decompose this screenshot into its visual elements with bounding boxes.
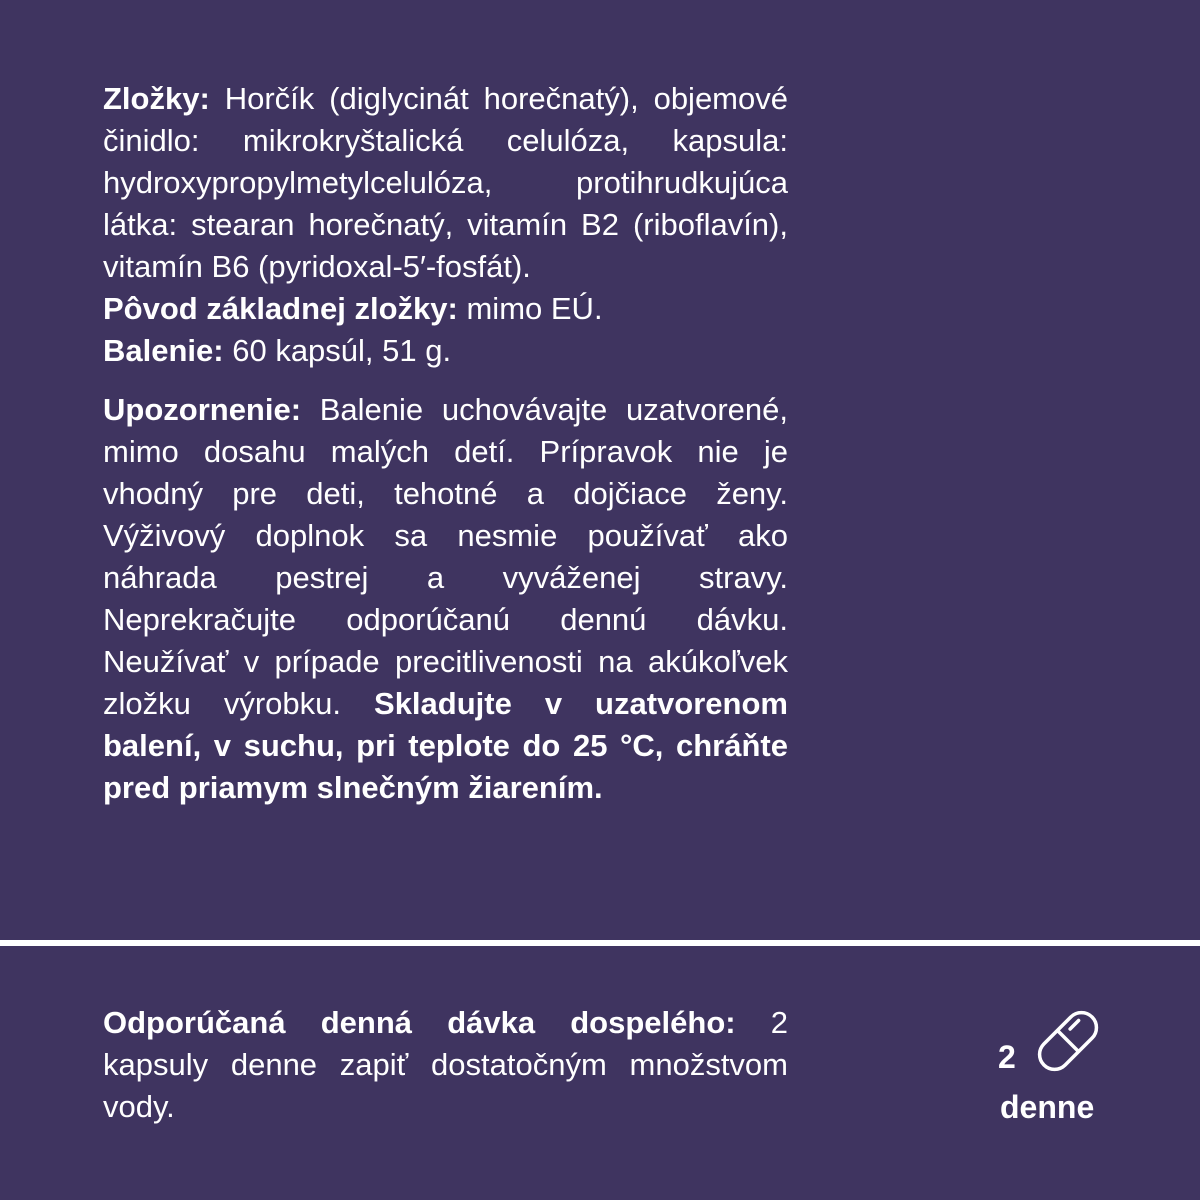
ingredients-text: Horčík (diglycinát horečnatý), objemové činidlo: mikrokryštalická celulóza, kapsula: hydroxypropylmetylcelulóza, protihrudkujúca látka: stearan horečnatý, vitamín B2 (riboflavín), vitamín B6 (pyridoxal-5′-fosfát). bbox=[103, 81, 788, 284]
capsule-icon bbox=[1030, 1003, 1106, 1079]
package-text: 60 kapsúl, 51 g. bbox=[223, 333, 452, 368]
warning-label: Upozornenie: bbox=[103, 392, 302, 427]
origin-paragraph bbox=[103, 288, 788, 330]
package-label: Balenie: bbox=[103, 333, 224, 368]
dosage-section bbox=[103, 1002, 788, 1128]
origin-label: Pôvod základnej zložky: bbox=[103, 291, 458, 326]
dosage-text: 2 kapsuly denne zapiť dostatočným množstvom vody. bbox=[103, 1005, 788, 1124]
dosage-paragraph bbox=[103, 1002, 788, 1128]
ingredients-label: Zložky: bbox=[103, 81, 210, 116]
storage-instructions: Skladujte v uzatvorenom balení, v suchu, pri teplote do 25 °C, chráňte pred priamym slnečným žiarením. bbox=[103, 686, 788, 805]
section-divider bbox=[0, 940, 1200, 946]
product-info bbox=[103, 78, 788, 809]
warning-paragraph bbox=[103, 389, 788, 809]
dose-badge bbox=[996, 1003, 1116, 1133]
warning-text: Balenie uchovávajte uzatvorené, mimo dosahu malých detí. Prípravok nie je vhodný pre deti, tehotné a dojčiace ženy. Výživový doplnok sa nesmie používať ako náhrada pestrej a vyváženej stravy. Neprekračujte odporúčanú dennú dávku. Neužívať v prípade precitlivenosti na akúkoľvek zložku výrobku. bbox=[103, 392, 788, 721]
origin-text: mimo EÚ. bbox=[457, 291, 603, 326]
package-paragraph bbox=[103, 330, 788, 372]
dose-count: 2 bbox=[998, 1039, 1016, 1075]
dose-frequency: denne bbox=[1000, 1089, 1095, 1125]
dosage-label: Odporúčaná denná dávka dospelého: bbox=[103, 1005, 736, 1040]
ingredients-paragraph bbox=[103, 78, 788, 288]
